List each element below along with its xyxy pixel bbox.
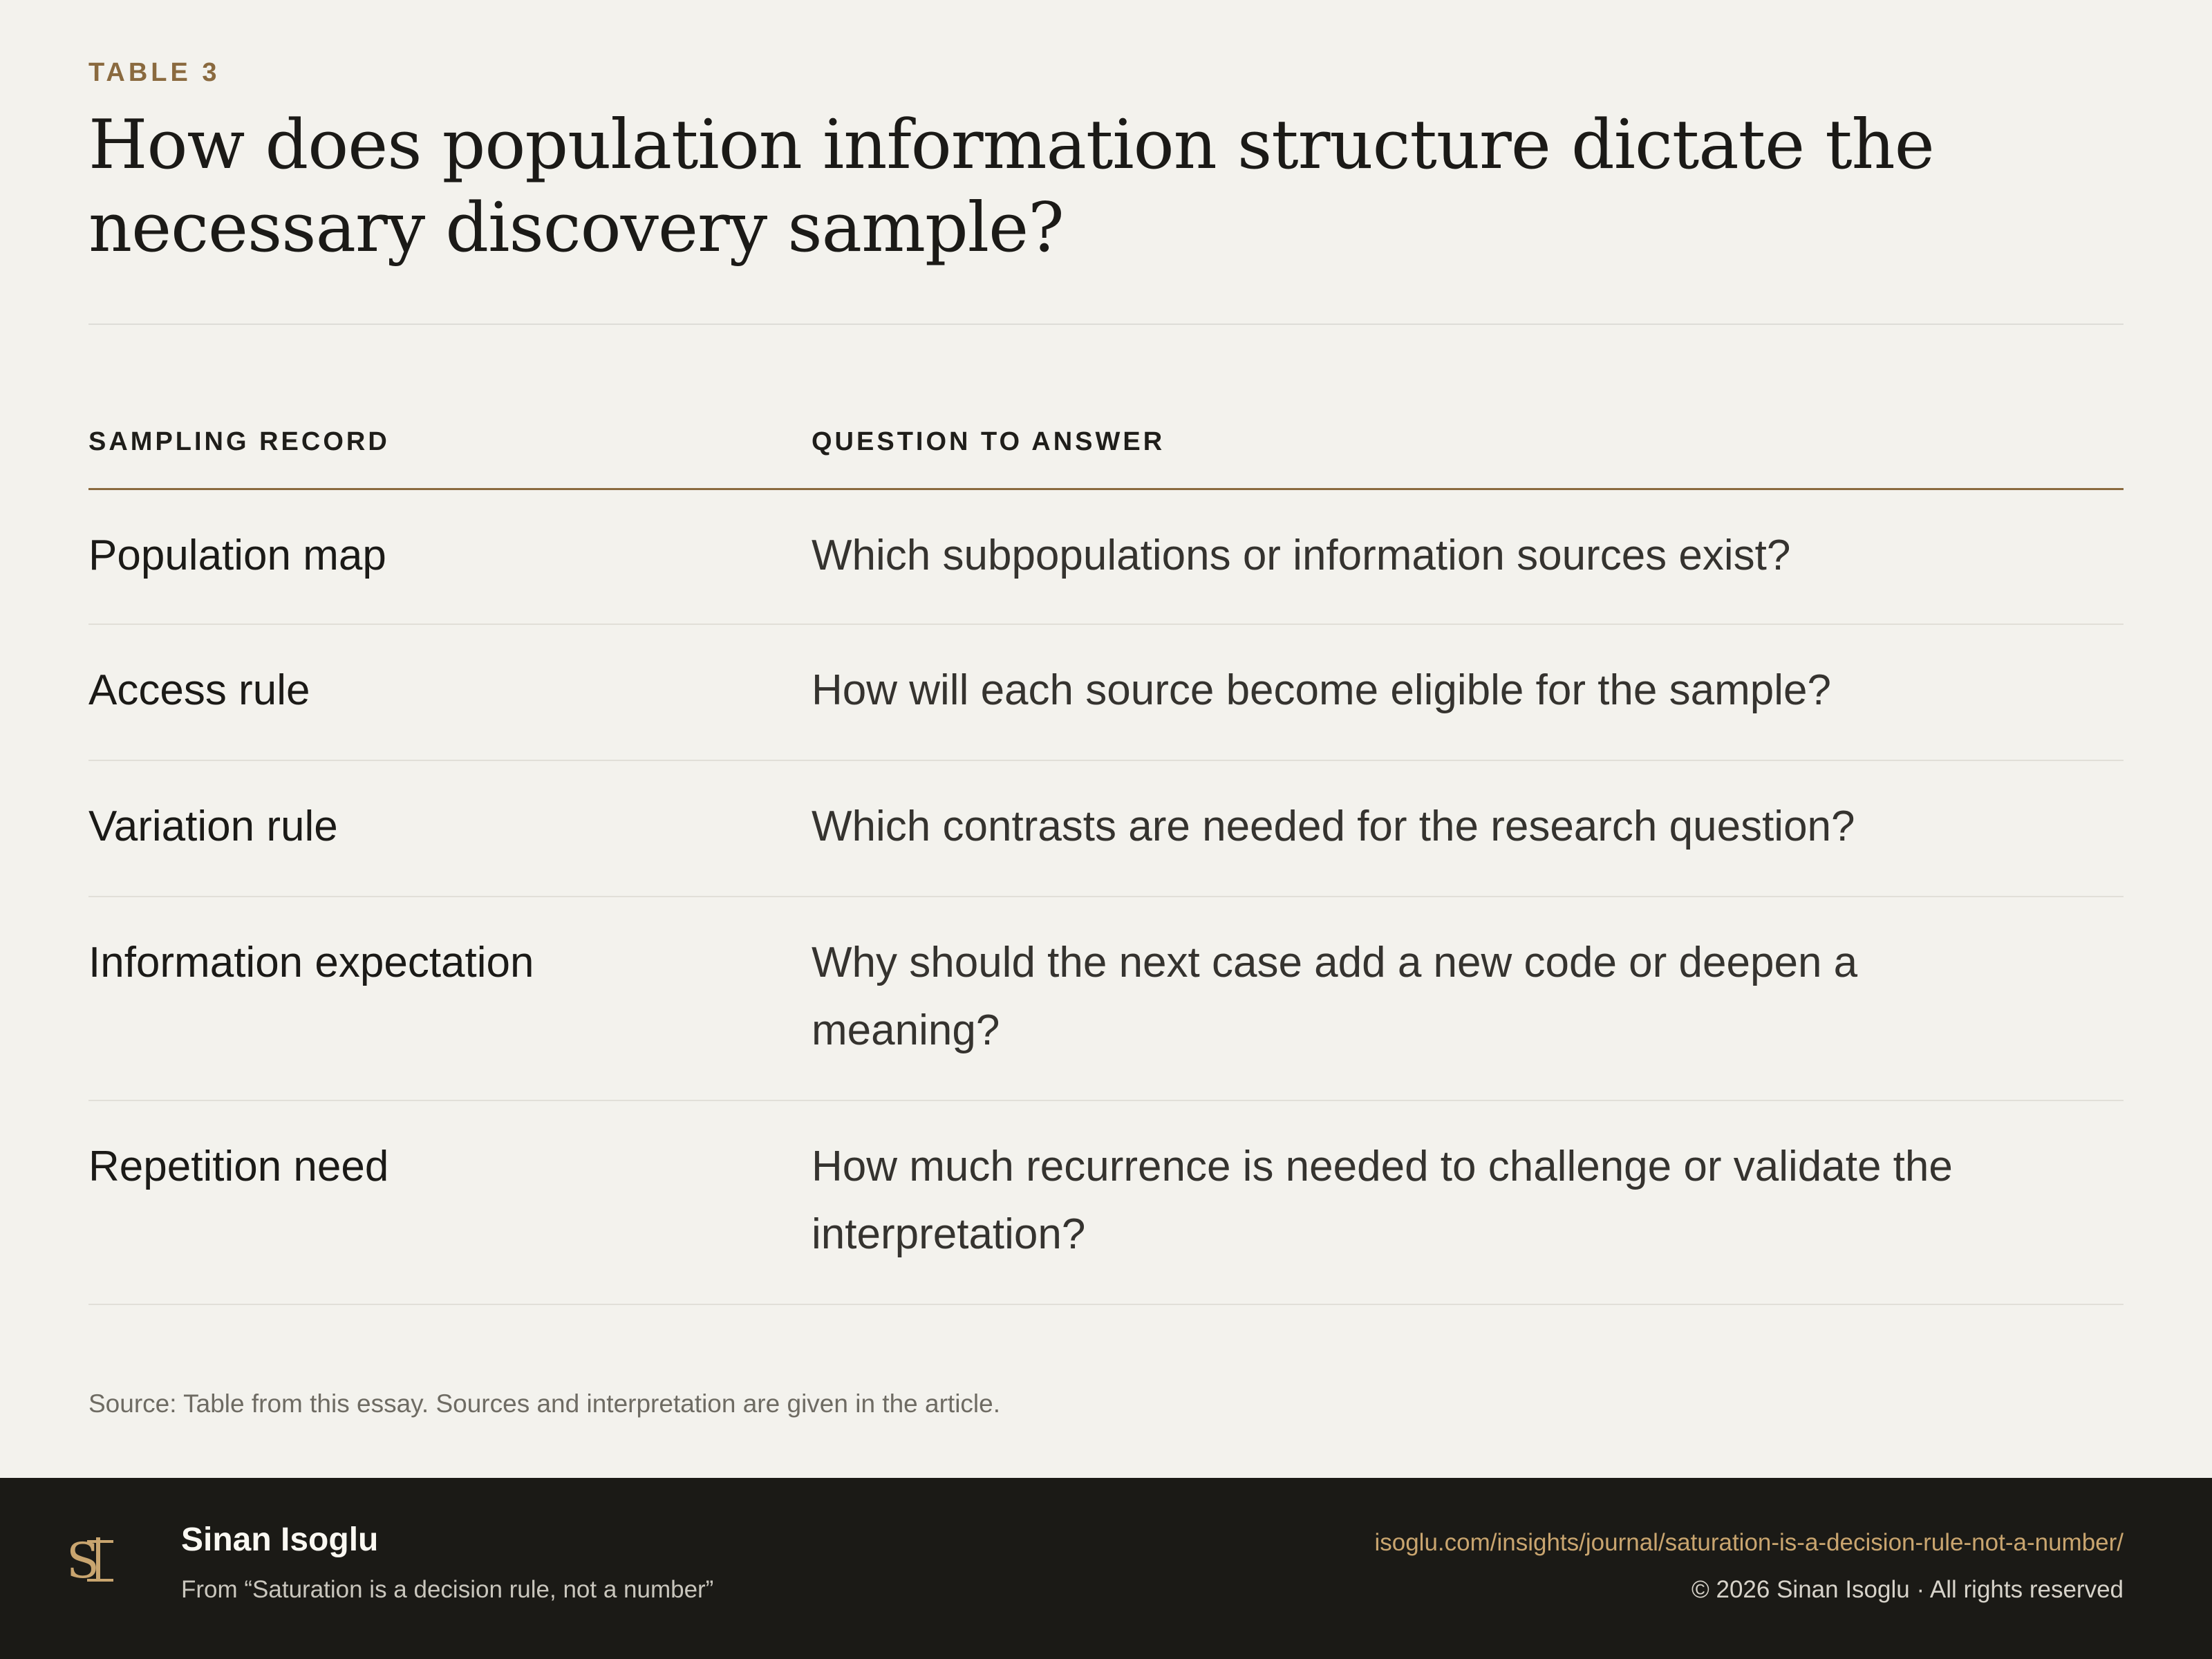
sampling-record-table bbox=[88, 413, 2124, 1305]
article-url-link[interactable]: isoglu.com/insights/journal/saturation-is-a-decision-rule-not-a-number/ bbox=[1374, 1529, 2124, 1556]
table-header-row bbox=[88, 413, 2124, 490]
table-title: How does population information structure dictate the necessary discovery sample? bbox=[88, 106, 1934, 268]
table-row bbox=[88, 490, 2124, 625]
source-note: Source: Table from this essay. Sources and interpretation are given in the article. bbox=[88, 1389, 1000, 1418]
question-cell: How will each source become eligible for the sample? bbox=[812, 666, 1831, 714]
table-card bbox=[88, 0, 2124, 1478]
sampling-record-cell: Population map bbox=[88, 532, 386, 579]
sampling-record-cell: Access rule bbox=[88, 666, 310, 714]
page-footer bbox=[0, 1478, 2212, 1659]
title-divider bbox=[88, 324, 2124, 325]
svg-text:S: S bbox=[66, 1533, 100, 1589]
copyright-notice: © 2026 Sinan Isoglu · All rights reserved bbox=[1691, 1576, 2124, 1603]
article-reference: From “Saturation is a decision rule, not a number” bbox=[181, 1576, 714, 1603]
table-row bbox=[88, 1101, 2124, 1305]
table-row bbox=[88, 761, 2124, 897]
question-cell: Which contrasts are needed for the research question? bbox=[812, 803, 1855, 850]
sampling-record-cell: Repetition need bbox=[88, 1143, 389, 1190]
question-cell: How much recurrence is needed to challenge or validate the interpretation? bbox=[812, 1143, 1953, 1258]
column-header-sampling-record: SAMPLING RECORD bbox=[88, 427, 390, 456]
table-row bbox=[88, 625, 2124, 761]
sampling-record-cell: Information expectation bbox=[88, 939, 534, 986]
table-number: TABLE 3 bbox=[88, 58, 221, 87]
si-monogram-icon bbox=[64, 1528, 119, 1594]
sampling-record-cell: Variation rule bbox=[88, 803, 338, 850]
column-header-question: QUESTION TO ANSWER bbox=[812, 427, 1165, 456]
table-row bbox=[88, 897, 2124, 1101]
question-cell: Which subpopulations or information sources exist? bbox=[812, 532, 1791, 579]
author-name: Sinan Isoglu bbox=[181, 1521, 379, 1558]
question-cell: Why should the next case add a new code or deepen a meaning? bbox=[812, 939, 1858, 1054]
